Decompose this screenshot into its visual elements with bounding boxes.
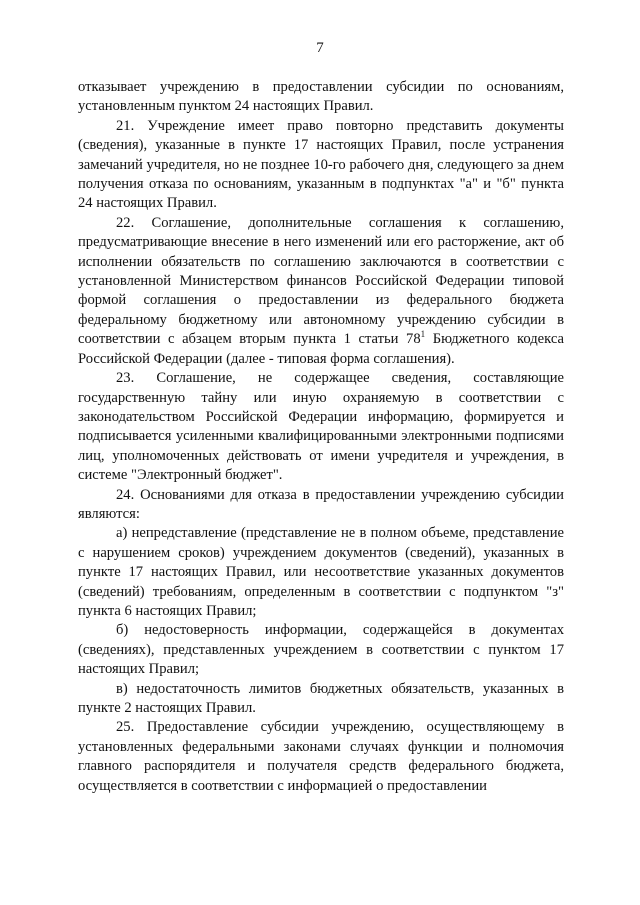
subparagraph-a: а) непредставление (представление не в полном объеме, представление с нарушением сроков) учреждением документов (сведений), указанных в пункте 17 настоящих Правил, или несоответствие указанных документов (сведений) требованиям, определенным в соответствии с подпунктом "з" пункта 6 настоящих Правил;: [78, 525, 564, 619]
page-number: 7: [316, 40, 324, 56]
paragraph-22-text-before: 22. Соглашение, дополнительные соглашения к соглашению, предусматривающие внесение в него изменений или его расторжение, акт об исполнении обязательств по соглашению заключаются в соответствии с установленной Министерством финансов Российской Федерации типовой формой соглашения о предоставлении из федерального бюджета федеральному бюджетному или автономному учреждению субсидии в соответствии с абзацем вторым пункта 1 статьи 78: [78, 214, 564, 348]
subparagraph-v: в) недостаточность лимитов бюджетных обязательств, указанных в пункте 2 настоящих Правил.: [78, 680, 564, 716]
paragraph-24: 24. Основаниями для отказа в предоставлении учреждению субсидии являются:: [78, 486, 564, 522]
paragraph-continuation: отказывает учреждению в предоставлении субсидии по основаниям, установленным пунктом 24 настоящих Правил.: [78, 79, 564, 115]
paragraph-25: 25. Предоставление субсидии учреждению, осуществляющему в установленных федеральными законами случаях функции и полномочия главного распорядителя и получателя средств федерального бюджета, осуществляется в соответствии с информацией о предоставлении: [78, 719, 564, 794]
paragraph-22: [78, 214, 564, 369]
subparagraph-b: б) недостоверность информации, содержащейся в документах (сведениях), представленных учреждением в соответствии с пунктом 17 настоящих Правил;: [78, 622, 564, 678]
article-superscript: 1: [420, 329, 426, 340]
document-body: [78, 78, 564, 796]
paragraph-22-text-after: Бюджетного кодекса Российской Федерации (далее - типовая форма соглашения).: [78, 331, 564, 367]
paragraph-23: 23. Соглашение, не содержащее сведения, составляющие государственную тайну или иную охраняемую в соответствии с законодательством Российской Федерации информацию, формируется и подписывается усиленными квалифицированными электронными подписями лиц, уполномоченных действовать от имени учредителя и учреждения, в системе "Электронный бюджет".: [78, 370, 564, 484]
paragraph-21: 21. Учреждение имеет право повторно представить документы (сведения), указанные в пункте 17 настоящих Правил, после устранения замечаний учредителя, но не позднее 10-го рабочего дня, следующего за днем получения отказа по основаниям, указанным в подпунктах "а" и "б" пункта 24 настоящих Правил.: [78, 117, 564, 212]
